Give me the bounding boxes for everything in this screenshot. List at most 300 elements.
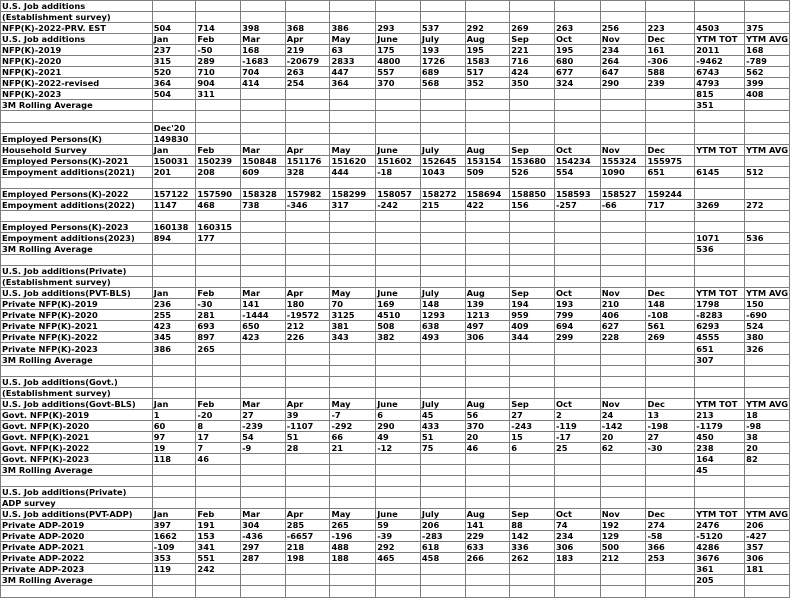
- data-cell[interactable]: [376, 376, 421, 387]
- data-cell[interactable]: 433: [420, 420, 465, 431]
- data-cell[interactable]: 306: [465, 332, 510, 343]
- data-cell[interactable]: [285, 232, 330, 243]
- data-cell[interactable]: 315: [152, 56, 196, 67]
- data-cell[interactable]: [695, 266, 745, 277]
- row-label-cell[interactable]: Private ADP-2020: [1, 531, 153, 542]
- data-cell[interactable]: [745, 155, 790, 166]
- data-cell[interactable]: [745, 133, 790, 144]
- data-cell[interactable]: 269: [510, 23, 555, 34]
- data-cell[interactable]: -198: [646, 420, 695, 431]
- data-cell[interactable]: -19572: [285, 310, 330, 321]
- data-cell[interactable]: [376, 365, 421, 376]
- data-cell[interactable]: [745, 476, 790, 487]
- data-cell[interactable]: May: [330, 34, 376, 45]
- data-cell[interactable]: [196, 210, 241, 221]
- data-cell[interactable]: [465, 255, 510, 266]
- row-label-cell[interactable]: U.S. Job additions(Private): [1, 487, 153, 498]
- data-cell[interactable]: [554, 453, 600, 464]
- data-cell[interactable]: [376, 586, 421, 597]
- data-cell[interactable]: -8283: [695, 310, 745, 321]
- data-cell[interactable]: 557: [376, 67, 421, 78]
- data-cell[interactable]: -98: [745, 420, 790, 431]
- data-cell[interactable]: 4793: [695, 78, 745, 89]
- data-cell[interactable]: [695, 487, 745, 498]
- data-cell[interactable]: [465, 111, 510, 122]
- data-cell[interactable]: 155975: [646, 155, 695, 166]
- data-cell[interactable]: [600, 177, 646, 188]
- data-cell[interactable]: 13: [646, 409, 695, 420]
- data-cell[interactable]: [152, 487, 196, 498]
- data-cell[interactable]: 20: [465, 431, 510, 442]
- data-cell[interactable]: -7: [330, 409, 376, 420]
- data-cell[interactable]: YTM AVG: [746, 509, 789, 520]
- row-label-cell[interactable]: Govt. NFP(K)-2020: [1, 420, 153, 431]
- data-cell[interactable]: [600, 564, 646, 575]
- data-cell[interactable]: [745, 277, 790, 288]
- data-cell[interactable]: [600, 266, 646, 277]
- data-cell[interactable]: [420, 464, 465, 475]
- data-cell[interactable]: [196, 1, 241, 12]
- row-label-cell[interactable]: Employed Persons(K): [1, 133, 153, 144]
- data-cell[interactable]: 66: [330, 431, 376, 442]
- data-cell[interactable]: 1213: [465, 310, 510, 321]
- data-cell[interactable]: [152, 464, 196, 475]
- data-cell[interactable]: 512: [745, 166, 790, 177]
- data-cell[interactable]: 188: [330, 553, 376, 564]
- data-cell[interactable]: Feb: [196, 509, 241, 520]
- data-cell[interactable]: 150: [745, 299, 790, 310]
- data-cell[interactable]: [152, 255, 196, 266]
- data-cell[interactable]: 304: [241, 520, 286, 531]
- data-cell[interactable]: [600, 277, 646, 288]
- data-cell[interactable]: Aug: [465, 144, 510, 155]
- data-cell[interactable]: 54: [241, 431, 286, 442]
- data-cell[interactable]: [465, 586, 510, 597]
- data-cell[interactable]: [554, 586, 600, 597]
- data-cell[interactable]: [241, 255, 286, 266]
- row-label-cell[interactable]: U.S. Job additions: [1, 1, 153, 12]
- data-cell[interactable]: [554, 122, 600, 133]
- data-cell[interactable]: 366: [646, 542, 695, 553]
- data-cell[interactable]: 158850: [510, 188, 555, 199]
- data-cell[interactable]: 399: [745, 78, 790, 89]
- data-cell[interactable]: [465, 12, 510, 23]
- data-cell[interactable]: Mar: [241, 509, 286, 520]
- data-cell[interactable]: [465, 1, 510, 12]
- data-cell[interactable]: [330, 232, 376, 243]
- data-cell[interactable]: 508: [376, 321, 421, 332]
- data-cell[interactable]: 408: [745, 89, 790, 100]
- data-cell[interactable]: [510, 244, 555, 255]
- data-cell[interactable]: 370: [376, 78, 421, 89]
- data-cell[interactable]: 352: [465, 78, 510, 89]
- data-cell[interactable]: YTM TOT: [695, 398, 745, 409]
- data-cell[interactable]: 1071: [695, 232, 745, 243]
- data-cell[interactable]: [330, 133, 376, 144]
- data-cell[interactable]: 180: [285, 299, 330, 310]
- data-cell[interactable]: -20: [196, 409, 241, 420]
- data-cell[interactable]: 344: [510, 332, 555, 343]
- data-cell[interactable]: [745, 255, 790, 266]
- data-cell[interactable]: 292: [376, 542, 421, 553]
- data-cell[interactable]: [695, 133, 745, 144]
- data-cell[interactable]: Apr: [285, 509, 330, 520]
- data-cell[interactable]: May: [330, 288, 376, 299]
- data-cell[interactable]: -436: [241, 531, 286, 542]
- data-cell[interactable]: [241, 487, 286, 498]
- data-cell[interactable]: 488: [330, 542, 376, 553]
- data-cell[interactable]: [646, 100, 695, 111]
- data-cell[interactable]: [241, 266, 286, 277]
- data-cell[interactable]: 242: [196, 564, 241, 575]
- data-cell[interactable]: July: [420, 144, 465, 155]
- data-cell[interactable]: [196, 12, 241, 23]
- row-label-cell[interactable]: Private ADP-2023: [1, 564, 153, 575]
- data-cell[interactable]: [241, 376, 286, 387]
- data-cell[interactable]: [695, 188, 745, 199]
- data-cell[interactable]: [196, 498, 241, 509]
- data-cell[interactable]: [745, 100, 790, 111]
- data-cell[interactable]: [420, 487, 465, 498]
- data-cell[interactable]: 2833: [330, 56, 376, 67]
- data-cell[interactable]: [241, 1, 286, 12]
- data-cell[interactable]: [465, 464, 510, 475]
- data-cell[interactable]: -109: [152, 542, 196, 553]
- data-cell[interactable]: 59: [376, 520, 421, 531]
- data-cell[interactable]: 386: [330, 23, 376, 34]
- data-cell[interactable]: 290: [600, 78, 646, 89]
- data-cell[interactable]: [646, 476, 695, 487]
- data-cell[interactable]: 517: [465, 67, 510, 78]
- data-cell[interactable]: 281: [196, 310, 241, 321]
- data-cell[interactable]: [241, 177, 286, 188]
- data-cell[interactable]: 1293: [420, 310, 465, 321]
- data-cell[interactable]: [646, 1, 695, 12]
- data-cell[interactable]: [465, 387, 510, 398]
- data-cell[interactable]: 74: [554, 520, 600, 531]
- data-cell[interactable]: 693: [196, 321, 241, 332]
- data-cell[interactable]: 151176: [285, 155, 330, 166]
- data-cell[interactable]: 609: [241, 166, 286, 177]
- data-cell[interactable]: 738: [241, 199, 286, 210]
- data-cell[interactable]: 192: [600, 520, 646, 531]
- data-cell[interactable]: -243: [510, 420, 555, 431]
- data-cell[interactable]: May: [330, 144, 376, 155]
- data-cell[interactable]: -1683: [241, 56, 286, 67]
- row-label-cell[interactable]: 3M Rolling Average: [1, 464, 153, 475]
- row-label-cell[interactable]: Govt. NFP(K)-2023: [1, 453, 153, 464]
- data-cell[interactable]: 424: [510, 67, 555, 78]
- data-cell[interactable]: 409: [510, 321, 555, 332]
- data-cell[interactable]: [646, 122, 695, 133]
- data-cell[interactable]: 381: [330, 321, 376, 332]
- data-cell[interactable]: 689: [420, 67, 465, 78]
- data-cell[interactable]: YTM TOT: [695, 144, 745, 155]
- data-cell[interactable]: [420, 89, 465, 100]
- data-cell[interactable]: 497: [465, 321, 510, 332]
- data-cell[interactable]: [646, 487, 695, 498]
- data-cell[interactable]: 153: [196, 531, 241, 542]
- data-cell[interactable]: 6: [510, 442, 555, 453]
- data-cell[interactable]: 406: [600, 310, 646, 321]
- row-label-cell[interactable]: [1, 365, 153, 376]
- data-cell[interactable]: [330, 277, 376, 288]
- data-cell[interactable]: [745, 575, 790, 586]
- data-cell[interactable]: 264: [600, 56, 646, 67]
- data-cell[interactable]: [646, 12, 695, 23]
- data-cell[interactable]: [376, 100, 421, 111]
- data-cell[interactable]: 46: [196, 453, 241, 464]
- row-label-cell[interactable]: [1, 177, 153, 188]
- data-cell[interactable]: 1090: [600, 166, 646, 177]
- data-cell[interactable]: 21: [330, 442, 376, 453]
- data-cell[interactable]: 293: [376, 23, 421, 34]
- data-cell[interactable]: [196, 277, 241, 288]
- data-cell[interactable]: [695, 1, 745, 12]
- data-cell[interactable]: [554, 255, 600, 266]
- data-cell[interactable]: [554, 100, 600, 111]
- data-cell[interactable]: [241, 453, 286, 464]
- data-cell[interactable]: 212: [600, 553, 646, 564]
- data-cell[interactable]: [600, 376, 646, 387]
- data-cell[interactable]: [376, 453, 421, 464]
- data-cell[interactable]: Nov: [600, 144, 646, 155]
- data-cell[interactable]: [600, 100, 646, 111]
- data-cell[interactable]: [376, 487, 421, 498]
- data-cell[interactable]: 158694: [465, 188, 510, 199]
- data-cell[interactable]: 75: [420, 442, 465, 453]
- data-cell[interactable]: Dec: [646, 144, 695, 155]
- data-cell[interactable]: 150239: [196, 155, 241, 166]
- data-cell[interactable]: [510, 387, 555, 398]
- data-cell[interactable]: [241, 464, 286, 475]
- data-cell[interactable]: 152645: [420, 155, 465, 166]
- data-cell[interactable]: 289: [196, 56, 241, 67]
- data-cell[interactable]: 647: [600, 67, 646, 78]
- data-cell[interactable]: [745, 487, 790, 498]
- row-label-cell[interactable]: Private NFP(K)-2021: [1, 321, 153, 332]
- data-cell[interactable]: [420, 1, 465, 12]
- data-cell[interactable]: 19: [152, 442, 196, 453]
- data-cell[interactable]: [285, 564, 330, 575]
- data-cell[interactable]: 164: [695, 453, 745, 464]
- data-cell[interactable]: [465, 453, 510, 464]
- data-cell[interactable]: 650: [241, 321, 286, 332]
- data-cell[interactable]: [600, 487, 646, 498]
- data-cell[interactable]: 255: [152, 310, 196, 321]
- data-cell[interactable]: [745, 498, 790, 509]
- data-cell[interactable]: 160315: [196, 221, 241, 232]
- data-cell[interactable]: [376, 111, 421, 122]
- data-cell[interactable]: [600, 387, 646, 398]
- data-cell[interactable]: 159244: [646, 188, 695, 199]
- data-cell[interactable]: [646, 111, 695, 122]
- data-cell[interactable]: 157590: [196, 188, 241, 199]
- data-cell[interactable]: [554, 133, 600, 144]
- data-cell[interactable]: [196, 575, 241, 586]
- data-cell[interactable]: [510, 1, 555, 12]
- data-cell[interactable]: 364: [330, 78, 376, 89]
- data-cell[interactable]: 119: [152, 564, 196, 575]
- data-cell[interactable]: 526: [510, 166, 555, 177]
- data-cell[interactable]: 458: [420, 553, 465, 564]
- row-label-cell[interactable]: Govt. NFP(K)-2022: [1, 442, 153, 453]
- data-cell[interactable]: [646, 376, 695, 387]
- data-cell[interactable]: [600, 343, 646, 354]
- data-cell[interactable]: 15: [510, 431, 555, 442]
- data-cell[interactable]: [420, 244, 465, 255]
- data-cell[interactable]: 160138: [152, 221, 196, 232]
- data-cell[interactable]: 262: [510, 553, 555, 564]
- data-cell[interactable]: [376, 277, 421, 288]
- data-cell[interactable]: 3125: [330, 310, 376, 321]
- data-cell[interactable]: Jan: [152, 398, 196, 409]
- data-cell[interactable]: [554, 376, 600, 387]
- data-cell[interactable]: [745, 111, 790, 122]
- data-cell[interactable]: [376, 498, 421, 509]
- data-cell[interactable]: Sep: [510, 509, 555, 520]
- data-cell[interactable]: [465, 244, 510, 255]
- data-cell[interactable]: [285, 343, 330, 354]
- data-cell[interactable]: Nov: [600, 34, 646, 45]
- data-cell[interactable]: [376, 1, 421, 12]
- data-cell[interactable]: [285, 255, 330, 266]
- data-cell[interactable]: [695, 387, 745, 398]
- data-cell[interactable]: -142: [600, 420, 646, 431]
- data-cell[interactable]: [285, 277, 330, 288]
- row-label-cell[interactable]: Private NFP(K)-2022: [1, 332, 153, 343]
- data-cell[interactable]: [510, 365, 555, 376]
- data-cell[interactable]: Jan: [152, 288, 196, 299]
- data-cell[interactable]: [152, 476, 196, 487]
- data-cell[interactable]: 651: [695, 343, 745, 354]
- data-cell[interactable]: [745, 177, 790, 188]
- data-cell[interactable]: [241, 122, 286, 133]
- row-label-cell[interactable]: Private ADP-2021: [1, 542, 153, 553]
- data-cell[interactable]: [420, 266, 465, 277]
- data-cell[interactable]: [420, 564, 465, 575]
- data-cell[interactable]: 46: [465, 442, 510, 453]
- data-cell[interactable]: [600, 1, 646, 12]
- data-cell[interactable]: [330, 255, 376, 266]
- data-cell[interactable]: June: [376, 34, 421, 45]
- data-cell[interactable]: [554, 498, 600, 509]
- data-cell[interactable]: -9462: [695, 56, 745, 67]
- data-cell[interactable]: [554, 365, 600, 376]
- data-cell[interactable]: [420, 387, 465, 398]
- data-cell[interactable]: [745, 244, 790, 255]
- data-cell[interactable]: 157982: [285, 188, 330, 199]
- data-cell[interactable]: Dec'20: [152, 122, 196, 133]
- row-label-cell[interactable]: [1, 210, 153, 221]
- data-cell[interactable]: 27: [241, 409, 286, 420]
- data-cell[interactable]: [196, 100, 241, 111]
- row-label-cell[interactable]: [1, 586, 153, 597]
- data-cell[interactable]: [330, 343, 376, 354]
- data-cell[interactable]: [510, 453, 555, 464]
- row-label-cell[interactable]: NFP(K)-2022-PRV. EST: [1, 23, 153, 34]
- data-cell[interactable]: [554, 177, 600, 188]
- data-cell[interactable]: 353: [152, 553, 196, 564]
- data-cell[interactable]: [152, 277, 196, 288]
- data-cell[interactable]: 274: [646, 520, 695, 531]
- data-cell[interactable]: 226: [285, 332, 330, 343]
- data-cell[interactable]: [330, 498, 376, 509]
- data-cell[interactable]: [285, 100, 330, 111]
- data-cell[interactable]: 324: [554, 78, 600, 89]
- row-label-cell[interactable]: NFP(K)-2022-revised: [1, 78, 153, 89]
- row-label-cell[interactable]: 3M Rolling Average: [1, 575, 153, 586]
- data-cell[interactable]: -427: [745, 531, 790, 542]
- data-cell[interactable]: [465, 365, 510, 376]
- data-cell[interactable]: [695, 221, 745, 232]
- data-cell[interactable]: Nov: [600, 398, 646, 409]
- data-cell[interactable]: [745, 266, 790, 277]
- data-cell[interactable]: [695, 12, 745, 23]
- data-cell[interactable]: 193: [554, 299, 600, 310]
- data-cell[interactable]: 311: [196, 89, 241, 100]
- data-cell[interactable]: Nov: [600, 509, 646, 520]
- data-cell[interactable]: 306: [745, 553, 790, 564]
- data-cell[interactable]: [285, 387, 330, 398]
- data-cell[interactable]: 588: [646, 67, 695, 78]
- data-cell[interactable]: [152, 266, 196, 277]
- data-cell[interactable]: 3676: [695, 553, 745, 564]
- data-cell[interactable]: [152, 365, 196, 376]
- data-cell[interactable]: 307: [695, 354, 745, 365]
- data-cell[interactable]: 524: [745, 321, 790, 332]
- data-cell[interactable]: 191: [196, 520, 241, 531]
- data-cell[interactable]: Apr: [285, 144, 330, 155]
- data-cell[interactable]: [695, 210, 745, 221]
- data-cell[interactable]: 2476: [695, 520, 745, 531]
- data-cell[interactable]: Sep: [510, 144, 555, 155]
- data-cell[interactable]: [285, 89, 330, 100]
- data-cell[interactable]: 326: [745, 343, 790, 354]
- data-cell[interactable]: July: [420, 288, 465, 299]
- data-cell[interactable]: [376, 476, 421, 487]
- data-cell[interactable]: 618: [420, 542, 465, 553]
- data-cell[interactable]: [554, 575, 600, 586]
- data-cell[interactable]: [554, 210, 600, 221]
- data-cell[interactable]: [376, 255, 421, 266]
- data-cell[interactable]: [695, 122, 745, 133]
- data-cell[interactable]: 717: [646, 199, 695, 210]
- data-cell[interactable]: [420, 575, 465, 586]
- data-cell[interactable]: [196, 266, 241, 277]
- data-cell[interactable]: [330, 111, 376, 122]
- data-cell[interactable]: [285, 354, 330, 365]
- data-cell[interactable]: 380: [745, 332, 790, 343]
- data-cell[interactable]: 465: [376, 553, 421, 564]
- data-cell[interactable]: Aug: [465, 509, 510, 520]
- data-cell[interactable]: 714: [196, 23, 241, 34]
- data-cell[interactable]: -119: [554, 420, 600, 431]
- data-cell[interactable]: 651: [646, 166, 695, 177]
- data-cell[interactable]: [152, 177, 196, 188]
- data-cell[interactable]: [695, 177, 745, 188]
- data-cell[interactable]: [646, 177, 695, 188]
- data-cell[interactable]: 82: [745, 453, 790, 464]
- data-cell[interactable]: 370: [465, 420, 510, 431]
- data-cell[interactable]: Jan: [152, 509, 196, 520]
- data-cell[interactable]: Dec: [646, 34, 695, 45]
- data-cell[interactable]: 169: [376, 299, 421, 310]
- data-cell[interactable]: [465, 266, 510, 277]
- row-label-cell[interactable]: Empoyment additions(2023): [1, 232, 153, 243]
- data-cell[interactable]: 153680: [510, 155, 555, 166]
- data-cell[interactable]: [285, 12, 330, 23]
